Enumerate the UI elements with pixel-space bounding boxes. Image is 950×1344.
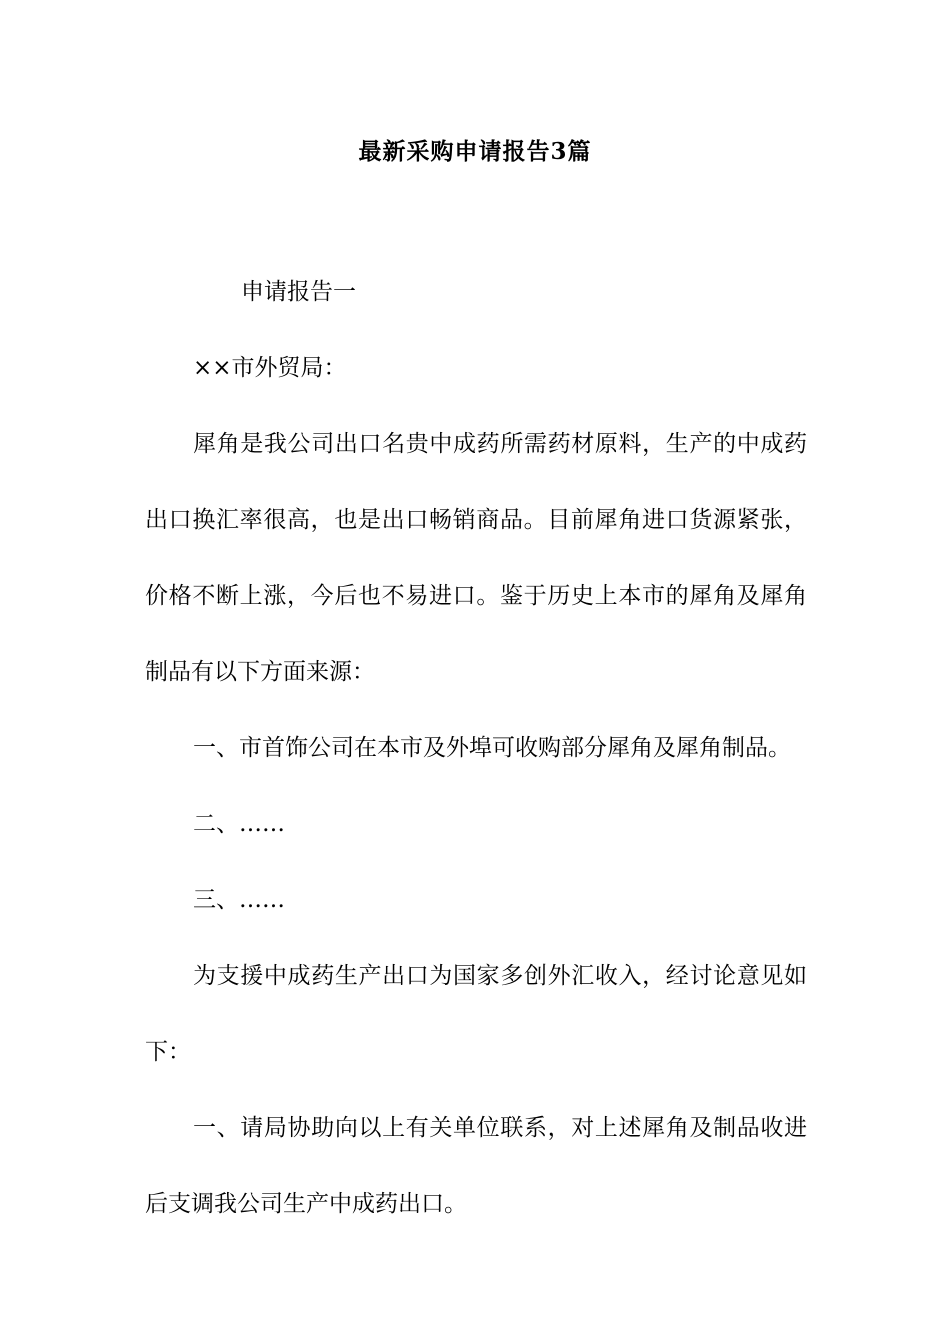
- recipient-line: ××市外贸局：: [193, 355, 347, 381]
- list-item-two: 二、……: [193, 811, 285, 837]
- list-item-one: 一、市首饰公司在本市及外埠可收购部分犀角及犀角制品。: [193, 735, 791, 761]
- body-paragraph: 犀角是我公司出口名贵中成药所需药材原料，生产的中成药出口换汇率很高，也是出口畅销商品。目前犀角进口货源紧张，价格不断上涨，今后也不易进口。鉴于历史上本市的犀角及犀角制品有以下方面来源：: [145, 431, 807, 685]
- document-title: 最新采购申请报告3篇: [358, 138, 592, 165]
- request-item-one: 一、请局协助向以上有关单位联系，对上述犀角及制品收进后支调我公司生产中成药出口。: [145, 1115, 807, 1217]
- body-paragraph: 为支援中成药生产出口为国家多创外汇收入，经讨论意见如下：: [145, 963, 807, 1065]
- document-body: [145, 254, 807, 1242]
- list-item-three: 三、……: [193, 887, 285, 913]
- report-heading: 申请报告一: [241, 279, 356, 305]
